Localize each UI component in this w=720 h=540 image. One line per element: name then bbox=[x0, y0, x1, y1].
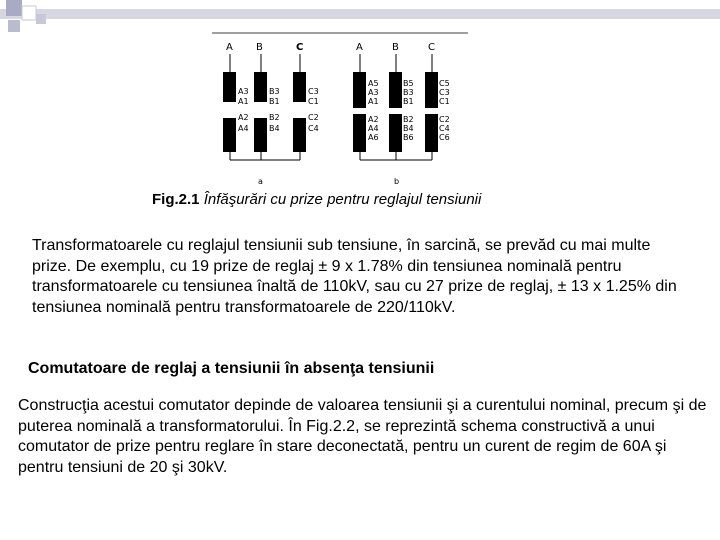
tap-b2: B2 bbox=[269, 113, 280, 122]
tap-b6: B6 bbox=[403, 133, 414, 142]
tap-b2-b: B2 bbox=[403, 115, 414, 124]
paragraph-switch-construction: Construcţia acestui comutator depinde de valoarea tensiunii şi a curentului nominal, precum şi de puterea nominală a transformatorului. În Fig.2.2, se reprezintă schema constructivă a unui comutator de prize pentru reglare în stare deconectată, pentru un curent de regim de 60A şi pentru tensiuni de 20 şi 30kV. bbox=[18, 397, 707, 476]
tap-a4: A4 bbox=[238, 124, 249, 133]
tap-c4-b: C4 bbox=[439, 124, 450, 133]
tap-c2-b: C2 bbox=[439, 115, 450, 124]
tap-a4-b: A4 bbox=[368, 124, 379, 133]
tap-b3-b: B3 bbox=[403, 88, 414, 97]
caption-number: Fig.2.1 bbox=[152, 191, 200, 208]
tap-b4-b: B4 bbox=[403, 124, 414, 133]
tap-b1-b: B1 bbox=[403, 97, 414, 106]
tap-b1: B1 bbox=[269, 97, 280, 106]
tap-a3: A3 bbox=[238, 87, 249, 96]
caption-title: Înfăşurări cu prize pentru reglajul tensiunii bbox=[203, 191, 482, 208]
tap-a5: A5 bbox=[368, 79, 379, 88]
phase-label-b-b: B bbox=[392, 42, 399, 53]
tap-c3-b: C3 bbox=[439, 88, 450, 97]
tap-a1-b: A1 bbox=[368, 97, 379, 106]
diagram-a bbox=[223, 42, 319, 186]
tap-a3-b: A3 bbox=[368, 88, 379, 97]
phase-label-a: A bbox=[226, 42, 233, 53]
phase-label-b: B bbox=[256, 42, 263, 53]
tap-a1: A1 bbox=[238, 97, 249, 106]
tap-c2: C2 bbox=[308, 113, 319, 122]
tap-a2-b: A2 bbox=[368, 115, 379, 124]
phase-label-c-b: C bbox=[428, 42, 435, 53]
section-heading: Comutatoare de reglaj a tensiunii în absenţa tensiunii bbox=[28, 360, 435, 377]
tap-c6: C6 bbox=[439, 133, 450, 142]
diagram-b bbox=[353, 42, 450, 186]
tap-b4: B4 bbox=[269, 124, 280, 133]
tap-c5: C5 bbox=[439, 79, 450, 88]
tap-a2: A2 bbox=[238, 113, 249, 122]
tap-c1: C1 bbox=[308, 97, 319, 106]
tap-b5: B5 bbox=[403, 79, 414, 88]
phase-label-c: C bbox=[296, 42, 304, 53]
diagram-b-label: b bbox=[394, 177, 400, 186]
tap-c4: C4 bbox=[308, 124, 319, 133]
tap-c3: C3 bbox=[308, 87, 319, 96]
figure-caption bbox=[152, 191, 481, 208]
paragraph-voltage-regulation: Transformatoarele cu reglajul tensiunii sub tensiune, în sarcină, se prevăd cu mai multe prize. De exemplu, cu 19 prize de reglaj ± 9 x 1.78% din tensiunea nominală pentru transformatoarele cu tensiunea înaltă de 110kV, sau cu 27 prize de reglaj, ± 13 x 1.25% din tensiunea nominală pentru transformatoarele de 220/110kV. bbox=[32, 237, 677, 316]
tap-c1-b: C1 bbox=[439, 97, 450, 106]
tap-a6: A6 bbox=[368, 133, 379, 142]
phase-label-a-b: A bbox=[356, 42, 363, 53]
diagram-a-label: a bbox=[258, 177, 263, 186]
winding-taps-diagram bbox=[210, 30, 472, 192]
tap-b3: B3 bbox=[269, 87, 280, 96]
